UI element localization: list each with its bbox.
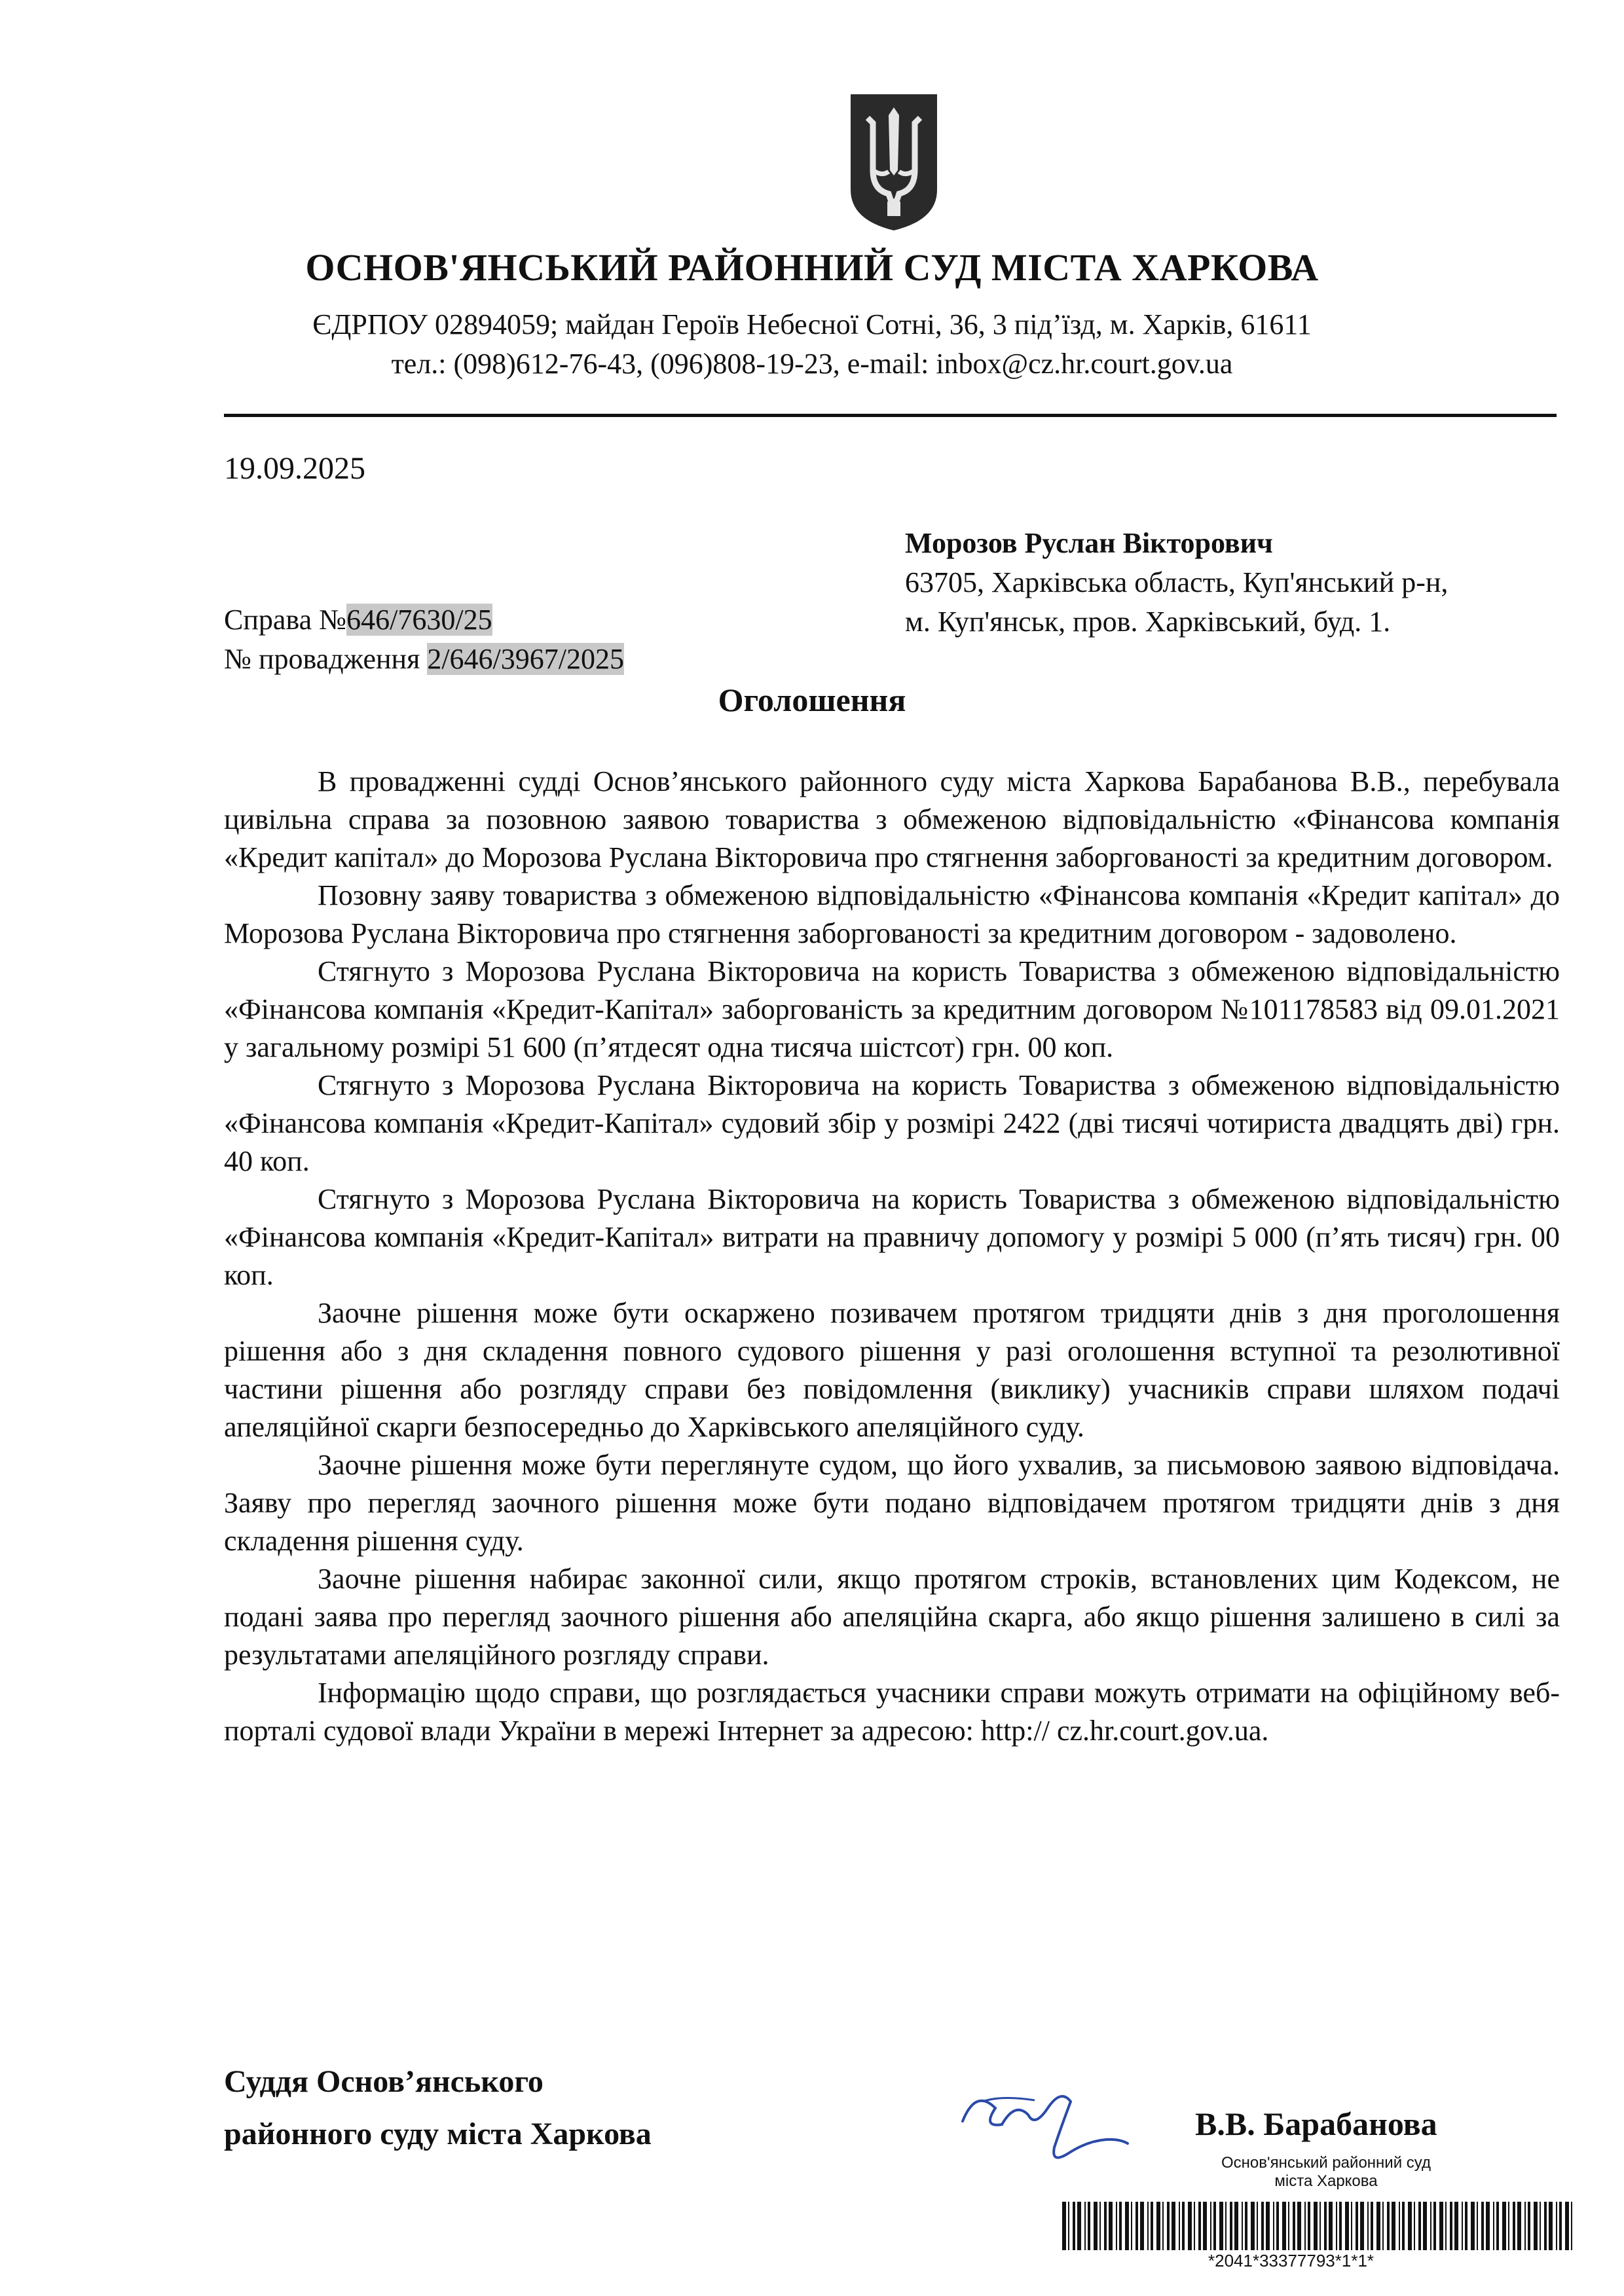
- judge-title-line-2: районного суду міста Харкова: [224, 2117, 652, 2151]
- header-divider: [224, 414, 1557, 417]
- proceeding-number-line: [224, 640, 624, 679]
- proceeding-label: № провадження: [224, 643, 428, 675]
- document-date: 19.09.2025: [224, 451, 365, 486]
- judge-title: [224, 2056, 652, 2160]
- barcode-text: *2041*33377793*1*1*: [1208, 2251, 1375, 2270]
- addressee-address-line-2: м. Куп'янськ, пров. Харківський, буд. 1.: [905, 606, 1391, 638]
- court-stamp: [1175, 2154, 1477, 2191]
- paragraph: Заочне рішення набирає законної сили, якщо протягом строків, встановлених цим Кодексом, не подані заява про перегляд заочного рішення або апеляційна скарга, або якщо рішення залишено в силі за результатами апеляційного розгляду справи.: [224, 1563, 1560, 1671]
- document-title: Оголошення: [718, 682, 906, 718]
- paragraph: Заочне рішення може бути оскаржено позивачем протягом тридцяти днів з дня проголошення рішення або з дня складення повного судового рішення у разі оголошення вступної та резолютивної частини рішення або розгляду справи без повідомлення (виклику) учасників справи шляхом подачі апеляційної скарги безпосередньо до Харківського апеляційного суду.: [224, 1297, 1560, 1443]
- judge-title-line-1: Суддя Основ’янського: [224, 2064, 544, 2099]
- addressee-block: [905, 524, 1448, 642]
- judge-name: В.В. Барабанова: [1195, 2105, 1437, 2142]
- court-contacts: тел.: (098)612-76-43, (096)808-19-23, e-mail: inbox@cz.hr.court.gov.ua: [391, 348, 1233, 380]
- handwritten-signature-icon: [956, 2062, 1133, 2167]
- stamp-line-2: міста Харкова: [1274, 2172, 1378, 2190]
- paragraph: Позовну заяву товариства з обмеженою відповідальністю «Фінансова компанія «Кредит капітал» до Морозова Руслана Вікторовича про стягнення заборгованості за кредитним договором - задоволено.: [224, 879, 1560, 949]
- paragraph: Заочне рішення може бути переглянуте судом, що його ухвалив, за письмовою заявою відповідача. Заяву про перегляд заочного рішення може бути подано відповідачем протягом тридцяти днів з дня складення рішення суду.: [224, 1449, 1560, 1557]
- addressee-address-line-1: 63705, Харківська область, Куп'янський р-н,: [905, 566, 1449, 598]
- case-block: [224, 600, 624, 679]
- court-address: ЄДРПОУ 02894059; майдан Героїв Небесної Сотні, 36, 3 під’їзд, м. Харків, 61611: [312, 308, 1312, 340]
- case-number-line: [224, 600, 624, 640]
- case-number: 646/7630/25: [346, 604, 492, 636]
- proceeding-number: 2/646/3967/2025: [427, 643, 625, 675]
- paragraph: Стягнуто з Морозова Руслана Вікторовича на користь Товариства з обмеженою відповідальністю «Фінансова компанія «Кредит-Капітал» судовий збір у розмірі 2422 (дві тисячі чотириста двадцять дві) грн. 40 коп.: [224, 1069, 1560, 1177]
- court-name: ОСНОВ'ЯНСЬКИЙ РАЙОННИЙ СУД МІСТА ХАРКОВА: [305, 246, 1319, 289]
- paragraph: Стягнуто з Морозова Руслана Вікторовича на користь Товариства з обмеженою відповідальністю «Фінансова компанія «Кредит-Капітал» витрати на правничу допомогу у розмірі 5 000 (п’ять тисяч) грн. 00 коп.: [224, 1183, 1560, 1291]
- addressee-name: Морозов Руслан Вікторович: [905, 527, 1273, 559]
- paragraph: В провадженні судді Основ’янського районного суду міста Харкова Барабанова В.В., перебувала цивільна справа за позовною заявою товариства з обмеженою відповідальністю «Фінансова компанія «Кредит капітал» до Морозова Руслана Вікторовича про стягнення заборгованості за кредитним договором.: [224, 765, 1560, 873]
- stamp-line-1: Основ'янський районний суд: [1221, 2154, 1431, 2172]
- announcement-body: [224, 763, 1560, 1750]
- case-label: Справа №: [224, 604, 347, 636]
- tryzub-coat-of-arms-icon: [848, 92, 940, 233]
- paragraph: Інформацію щодо справи, що розглядається учасники справи можуть отримати на офіційному веб-порталі судової влади України в мережі Інтернет за адресою: http:// cz.hr.court.gov.ua.: [224, 1677, 1560, 1747]
- barcode-icon: [1061, 2202, 1578, 2250]
- paragraph: Стягнуто з Морозова Руслана Вікторовича на користь Товариства з обмеженою відповідальністю «Фінансова компанія «Кредит-Капітал» заборгованість за кредитним договором №101178583 від 09.01.2021 у загальному розмірі 51 600 (п’ятдесят одна тисяча шістсот) грн. 00 коп.: [224, 955, 1560, 1063]
